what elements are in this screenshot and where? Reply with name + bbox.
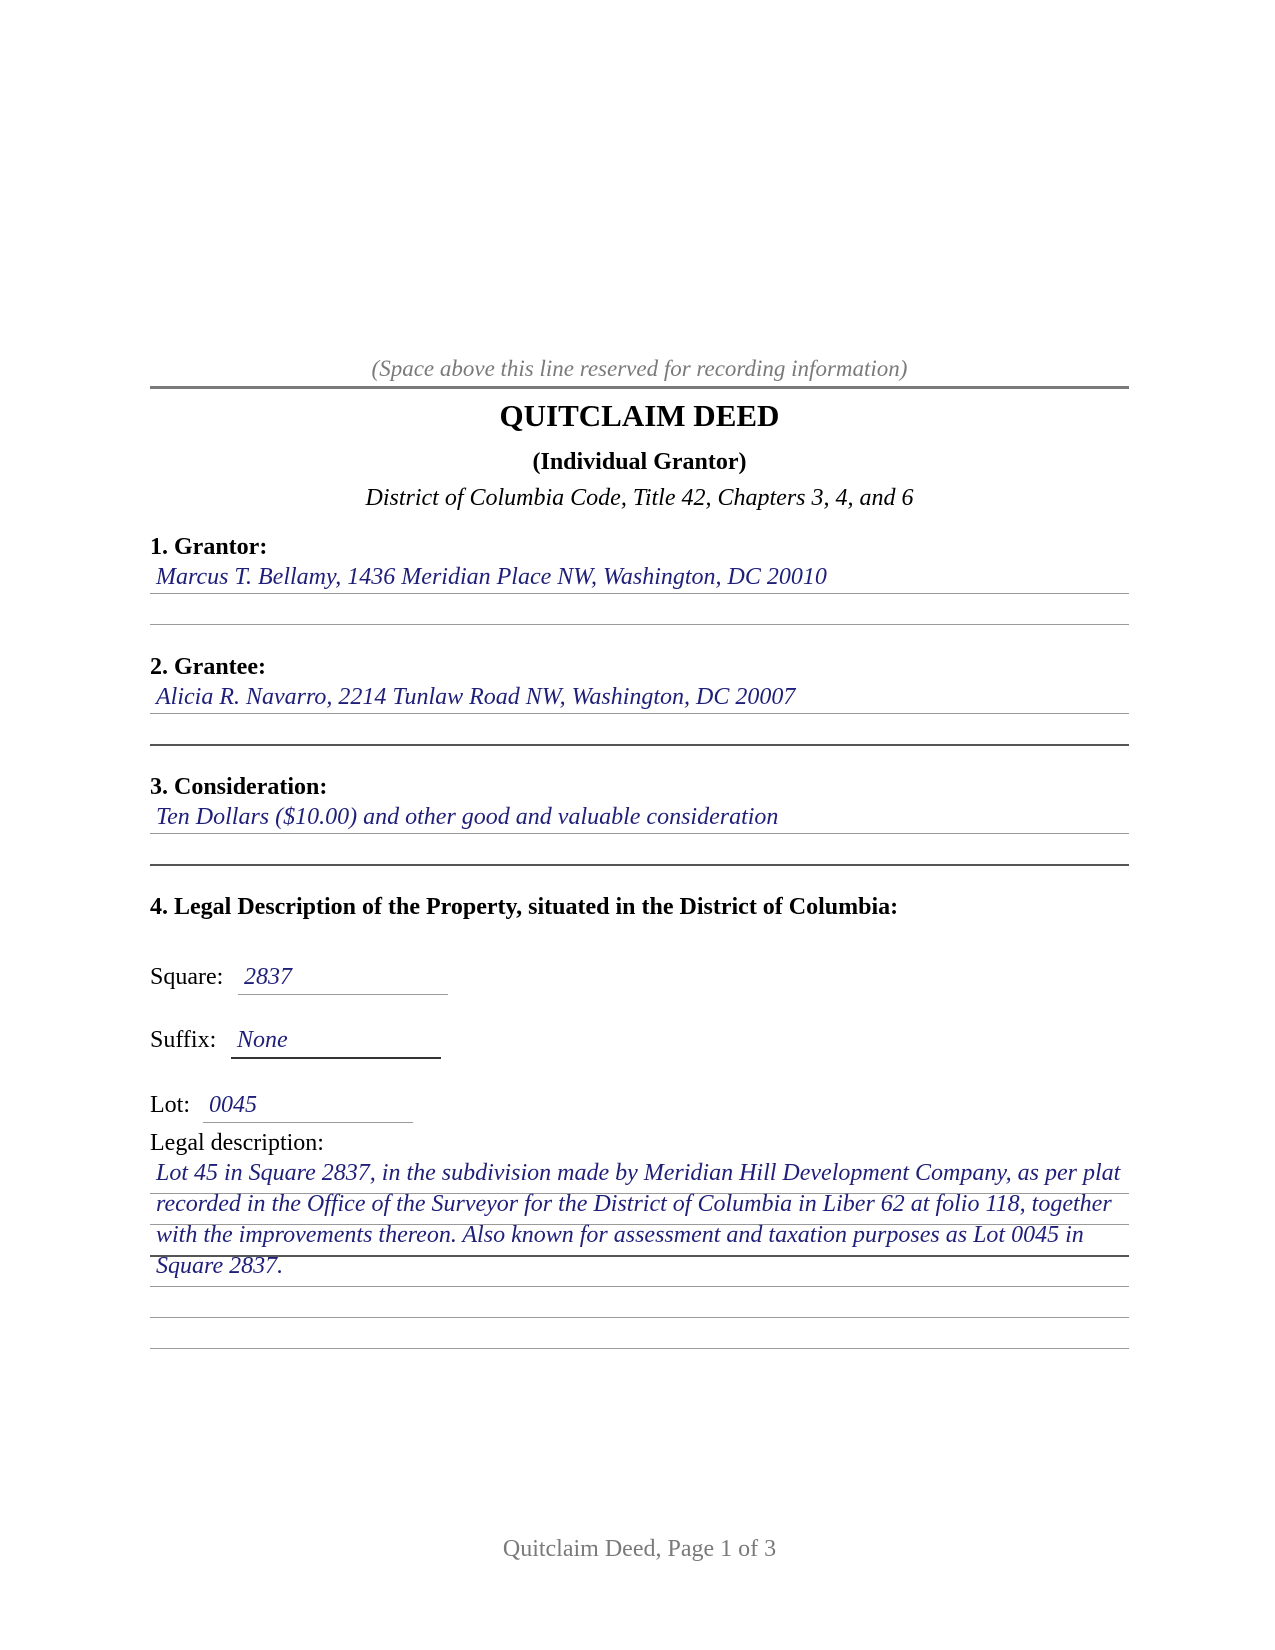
lot-value: 0045: [209, 1092, 257, 1118]
legal-line: [150, 1317, 1129, 1318]
grantor-value: Marcus T. Bellamy, 1436 Meridian Place NW, Washington, DC 20010: [156, 564, 827, 590]
square-label: Square:: [150, 964, 224, 990]
consideration-label: 3. Consideration:: [150, 774, 328, 800]
recording-divider: [150, 386, 1129, 389]
legal-line: [150, 1286, 1129, 1287]
page-footer: Quitclaim Deed, Page 1 of 3: [502, 1536, 777, 1562]
grantee-extra-line[interactable]: [150, 714, 1129, 746]
square-value: 2837: [244, 964, 292, 990]
document-title: QUITCLAIM DEED: [499, 398, 780, 433]
grantee-field[interactable]: [150, 683, 1129, 714]
consideration-extra-line[interactable]: [150, 834, 1129, 866]
grantee-label: 2. Grantee:: [150, 654, 266, 680]
suffix-value: None: [237, 1027, 288, 1053]
document-subtitle: (Individual Grantor): [532, 449, 747, 475]
lot-field[interactable]: [203, 1090, 413, 1123]
suffix-field[interactable]: [231, 1025, 441, 1059]
lot-row: [150, 1090, 450, 1122]
recording-space-note: (Space above this line reserved for recording information): [371, 356, 908, 381]
lot-label: Lot:: [150, 1092, 190, 1118]
grantor-field[interactable]: [150, 563, 1129, 594]
grantor-extra-line[interactable]: [150, 594, 1129, 625]
legal-description-heading: 4. Legal Description of the Property, situated in the District of Columbia:: [150, 894, 899, 920]
consideration-field[interactable]: [150, 803, 1129, 834]
square-field[interactable]: [238, 962, 448, 995]
grantee-value: Alicia R. Navarro, 2214 Tunlaw Road NW, Washington, DC 20007: [156, 684, 796, 710]
suffix-label: Suffix:: [150, 1027, 217, 1053]
suffix-row: [150, 1025, 450, 1057]
square-row: [150, 962, 450, 994]
legal-description-label: Legal description:: [150, 1130, 324, 1156]
statute-reference: District of Columbia Code, Title 42, Chapters 3, 4, and 6: [365, 485, 914, 511]
legal-line: [150, 1348, 1129, 1349]
legal-description-value: Lot 45 in Square 2837, in the subdivision made by Meridian Hill Development Company, as per plat recorded in the Office of the Surveyor for the District of Columbia in Liber 62 at folio 118, together with the improvements thereon. Also known for assessment and taxation purposes as Lot 0045 in Square 2837.: [156, 1160, 1121, 1279]
consideration-value: Ten Dollars ($10.00) and other good and valuable consideration: [156, 804, 779, 830]
grantor-label: 1. Grantor:: [150, 534, 268, 560]
